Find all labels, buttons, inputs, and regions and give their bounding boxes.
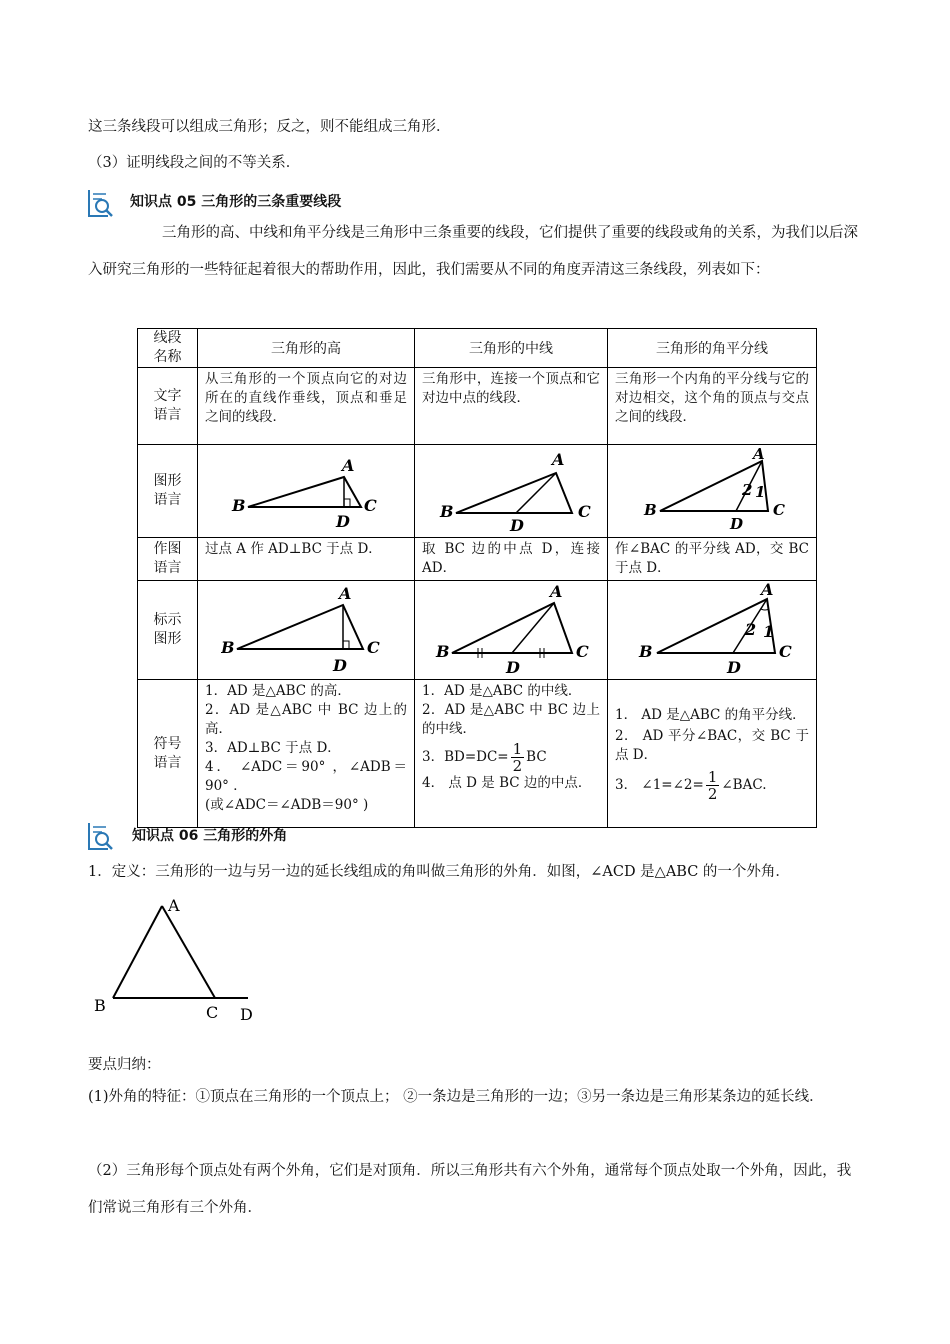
- label-a: A: [168, 896, 180, 915]
- row-label-figure: 图形 语言: [138, 445, 198, 538]
- summary-title: 要点归纳：: [88, 1057, 161, 1073]
- label-c: C: [367, 638, 380, 657]
- row-label-text: 文字 语言: [138, 368, 198, 445]
- label-a: A: [761, 581, 774, 599]
- symbol-bisector: 1． AD 是△ABC 的角平分线． 2． AD 平分∠BAC，交 BC 于点 D． 3． ∠1=∠2= $\frac{1}{2}$ ∠BAC.: [608, 680, 817, 828]
- draw-median: 取 BC 边的中点 D，连接 AD．: [415, 538, 608, 581]
- label-a: A: [342, 456, 355, 475]
- label-b: B: [94, 996, 106, 1015]
- figure-median: [415, 445, 608, 538]
- symbol-altitude: 1．AD 是△ABC 的高． 2．AD 是△ABC 中 BC 边上的高． 3．AD⊥BC 于点 D． 4． ∠ADC＝90° ，∠ADB＝90° ． (或∠ADC＝∠ADB＝90° ): [198, 680, 415, 828]
- label-d: D: [240, 1005, 253, 1024]
- label-d: D: [730, 515, 744, 533]
- label-b: B: [232, 496, 246, 515]
- fraction-one-half: $\frac{1}{2}$: [707, 767, 718, 803]
- text-median: 三角形中，连接一个顶点和它对边中点的线段．: [415, 368, 608, 445]
- label-c: C: [206, 1003, 219, 1022]
- label-d: D: [510, 516, 524, 533]
- label-b: B: [644, 501, 657, 519]
- label-c: C: [779, 642, 792, 661]
- summary-point-1: (1)外角的特征：①顶点在三角形的一个顶点上； ②一条边是三角形的一边；③另一条边是三角形某条边的延长线．: [88, 1089, 824, 1105]
- label-2: 2: [742, 481, 753, 499]
- label-b: B: [639, 642, 653, 661]
- section-06-title: 知识点 06 三角形的外角: [132, 828, 288, 844]
- column-header-altitude: 三角形的高: [198, 329, 415, 368]
- label-b: B: [221, 638, 235, 657]
- text-bisector: 三角形一个内角的平分线与它的对边相交，这个角的顶点与交点之间的线段．: [608, 368, 817, 445]
- label-a: A: [339, 584, 352, 603]
- draw-altitude: 过点 A 作 AD⊥BC 于点 D．: [198, 538, 415, 581]
- definition-line: 1．定义：三角形的一边与另一边的延长线组成的角叫做三角形的外角．如图，∠ACD 是△ABC 的一个外角．: [88, 864, 790, 880]
- label-d: D: [727, 658, 741, 675]
- label-d: D: [506, 658, 520, 675]
- magnifier-doc-icon: [86, 822, 116, 852]
- label-2: 2: [745, 620, 757, 639]
- label-b: B: [440, 502, 454, 521]
- label-c: C: [578, 502, 591, 521]
- label-a: A: [552, 450, 565, 469]
- fraction-one-half: $\frac{1}{2}$: [512, 740, 523, 775]
- label-c: C: [773, 501, 785, 519]
- label-d: D: [336, 512, 350, 531]
- label-a: A: [550, 582, 563, 601]
- label-1: 1: [763, 622, 775, 641]
- section-05-title: 知识点 05 三角形的三条重要线段: [130, 194, 342, 210]
- exterior-angle-figure: [90, 893, 270, 1028]
- row-label-mark: 标示 图形: [138, 581, 198, 680]
- figure-bisector: [608, 445, 817, 538]
- intro-line-2: （3）证明线段之间的不等关系．: [88, 155, 301, 171]
- label-b: B: [436, 642, 450, 661]
- section-05-paragraph: 三角形的高、中线和角平分线是三角形中三条重要的线段，它们提供了重要的线段或角的关系，为我们以后深入研究三角形的一些特征起着很大的帮助作用，因此，我们需要从不同的角度弄清这三条线段，列表如下：: [88, 225, 858, 278]
- figure-altitude: [198, 445, 415, 538]
- mark-figure-median: [415, 581, 608, 680]
- label-c: C: [576, 642, 589, 661]
- summary-point-2: （2）三角形每个顶点处有两个外角，它们是对顶角．所以三角形共有六个外角，通常每个顶点处取一个外角，因此，我们常说三角形有三个外角．: [88, 1163, 852, 1216]
- row-label-symbol: 符号 语言: [138, 680, 198, 828]
- text-altitude: 从三角形的一个顶点向它的对边所在的直线作垂线，顶点和垂足之间的线段．: [198, 368, 415, 445]
- row-label-draw: 作图 语言: [138, 538, 198, 581]
- column-header-median: 三角形的中线: [415, 329, 608, 368]
- draw-bisector: 作∠BAC 的平分线 AD，交 BC 于点 D．: [608, 538, 817, 581]
- mark-figure-bisector: [608, 581, 817, 680]
- label-1: 1: [755, 483, 766, 501]
- column-header-bisector: 三角形的角平分线: [608, 329, 817, 368]
- label-c: C: [364, 496, 377, 515]
- label-d: D: [333, 656, 347, 675]
- symbol-median: 1．AD 是△ABC 的中线． 2．AD 是△ABC 中 BC 边上的中线． 3．BD=DC= $\frac{1}{2}$ BC 4． 点 D 是 BC 边的中点．: [415, 680, 608, 828]
- corner-header: 线段 名称: [138, 329, 198, 368]
- mark-figure-altitude: [198, 581, 415, 680]
- intro-line-1: 这三条线段可以组成三角形；反之，则不能组成三角形．: [88, 119, 451, 135]
- label-a: A: [753, 445, 765, 463]
- comparison-table: [137, 328, 817, 828]
